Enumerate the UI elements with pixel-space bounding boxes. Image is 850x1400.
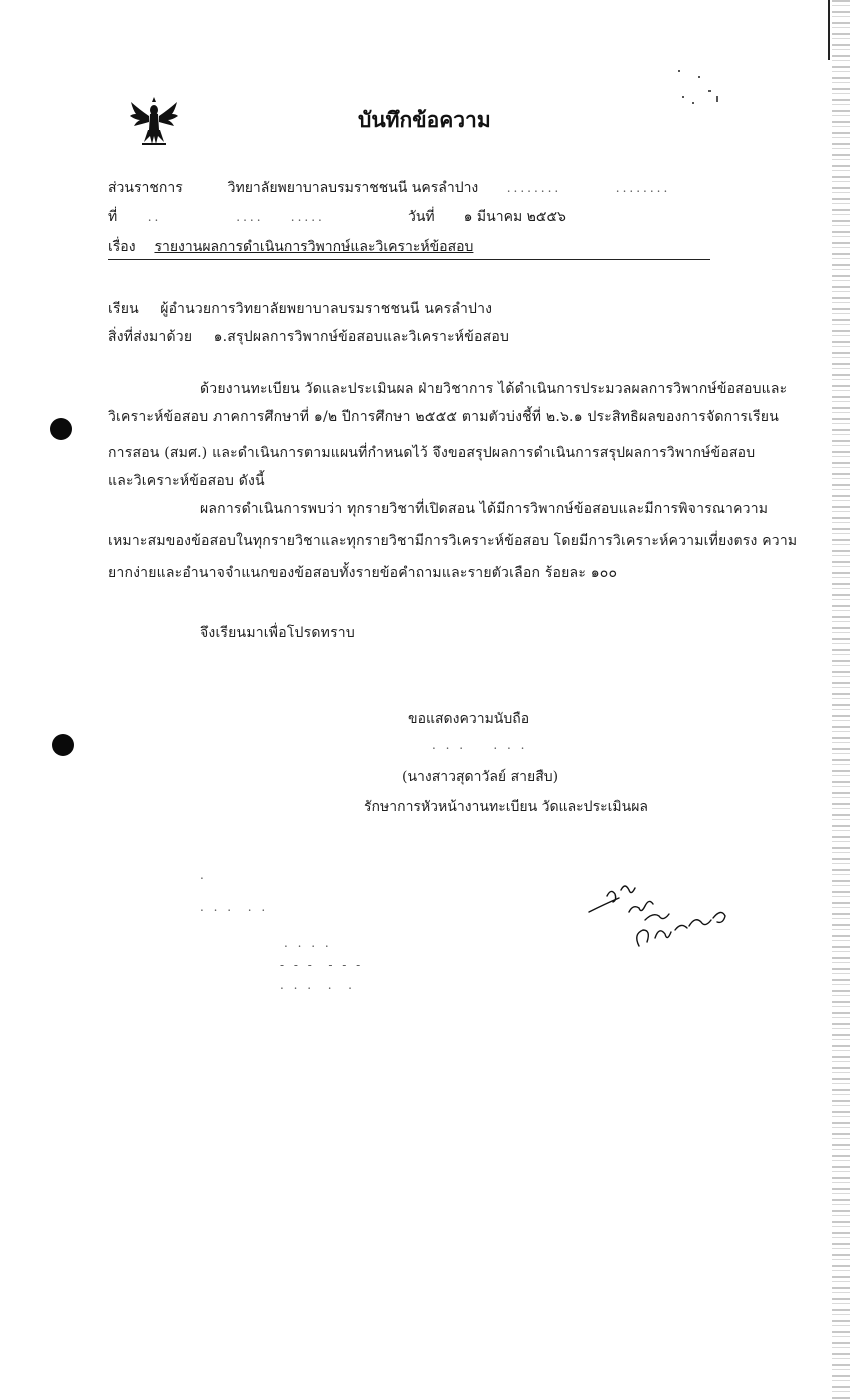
dept-row (108, 177, 670, 199)
subject-label: เรื่อง (108, 239, 136, 255)
signer-name: (นางสาวสุดาวัลย์ สายสืบ) (402, 769, 559, 785)
date-row (408, 206, 566, 228)
faint-mark: - - - - - - (280, 958, 364, 972)
memo-title: บันทึกข้อความ (358, 107, 491, 132)
scan-edge (832, 0, 850, 1400)
scan-edge-mark (828, 0, 830, 60)
date-value: ๑ มีนาคม ๒๕๕๖ (463, 209, 566, 225)
punch-hole (50, 418, 72, 440)
subject-row (108, 236, 473, 258)
header-rule (108, 259, 710, 260)
to-label: เรียน (108, 301, 139, 317)
attachment-row (108, 326, 509, 348)
faint-mark: . . . . (284, 936, 332, 950)
signature-line: . . . . . . (432, 738, 528, 752)
ref-dots: .. .... ..... (147, 210, 325, 224)
dept-value: วิทยาลัยพยาบาลบรมราชชนนี นครลำปาง (227, 180, 479, 196)
regards-text: ขอแสดงความนับถือ (408, 711, 530, 727)
dept-label: ส่วนราชการ (108, 180, 183, 196)
attachment-label: สิ่งที่ส่งมาด้วย (108, 329, 193, 345)
ref-row (108, 206, 325, 228)
date-label: วันที่ (408, 209, 435, 225)
paragraph-2-line-3: ยากง่ายและอำนาจจำแนกของข้อสอบทั้งรายข้อคำถามและรายตัวเลือก ร้อยละ ๑๐๐ (108, 565, 618, 581)
faint-mark: . (200, 868, 207, 882)
paragraph-2-line-1: ผลการดำเนินการพบว่า ทุกรายวิชาที่เปิดสอน ได้มีการวิพากษ์ข้อสอบและมีการพิจารณาความ (200, 501, 769, 517)
handwritten-note (585, 868, 735, 958)
dept-dots: ........ ........ (506, 181, 671, 195)
punch-hole (52, 734, 74, 756)
garuda-emblem-icon (128, 96, 180, 148)
attachment-value: ๑.สรุปผลการวิพากษ์ข้อสอบและวิเคราะห์ข้อสอบ (213, 329, 510, 345)
subject-value: รายงานผลการดำเนินการวิพากษ์และวิเคราะห์ข้อสอบ (154, 239, 474, 255)
paragraph-1-line-3: การสอน (สมศ.) และดำเนินการตามแผนที่กำหนดไว้ จึงขอสรุปผลการดำเนินการสรุปผลการวิพากษ์ข้อสอบ (108, 445, 756, 461)
closing-line: จึงเรียนมาเพื่อโปรดทราบ (200, 625, 355, 641)
paragraph-2-line-2: เหมาะสมของข้อสอบในทุกรายวิชาและทุกรายวิชามีการวิเคราะห์ข้อสอบ โดยมีการวิเคราะห์ความเที่ยงตรง ความ (108, 533, 798, 549)
ref-label: ที่ (108, 209, 118, 225)
paragraph-1-line-2: วิเคราะห์ข้อสอบ ภาคการศึกษาที่ ๑/๒ ปีการศึกษา ๒๕๕๕ ตามตัวบ่งชี้ที่ ๒.๖.๑ ประสิทธิผลของการจัดการเรียน (108, 409, 779, 425)
to-row (108, 298, 492, 320)
faint-mark: . . . . . (280, 978, 355, 992)
faint-mark: . . . . . (200, 900, 269, 914)
to-value: ผู้อำนวยการวิทยาลัยพยาบาลบรมราชชนนี นครลำปาง (160, 301, 493, 317)
signer-position: รักษาการหัวหน้างานทะเบียน วัดและประเมินผล (364, 799, 648, 815)
paragraph-1-line-4: และวิเคราะห์ข้อสอบ ดังนี้ (108, 473, 265, 489)
scan-noise (668, 66, 728, 110)
paragraph-1-line-1: ด้วยงานทะเบียน วัดและประเมินผล ฝ่ายวิชาการ ได้ดำเนินการประมวลผลการวิพากษ์ข้อสอบและ (200, 381, 788, 397)
